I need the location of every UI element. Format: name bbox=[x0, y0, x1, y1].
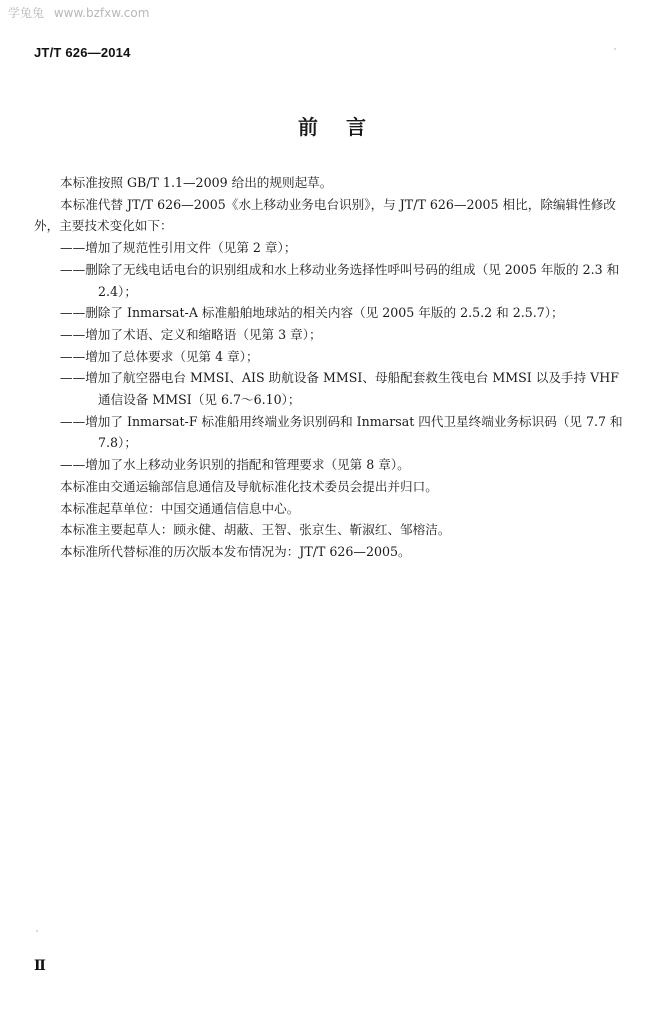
change-item: ——增加了 Inmarsat-F 标准船用终端业务识别码和 Inmarsat 四代卫星终端业务标识码（见 7.7 和 7.8）； bbox=[60, 413, 623, 451]
foreword-body bbox=[34, 172, 630, 563]
change-item: ——增加了航空器电台 MMSI、AIS 助航设备 MMSI、母船配套救生筏电台 MMSI 以及手持 VHF 通信设备 MMSI（见 6.7～6.10）； bbox=[60, 370, 619, 408]
page-number: Ⅱ bbox=[34, 958, 46, 974]
standard-code-header: JT/T 626—2014 bbox=[34, 45, 131, 60]
scan-speck bbox=[36, 930, 38, 932]
watermark-site-name: 学兔兔 bbox=[8, 6, 45, 20]
change-item: ——增加了规范性引用文件（见第 2 章）； bbox=[60, 240, 297, 256]
drafters-paragraph: 本标准主要起草人：顾永健、胡蔽、王智、张京生、靳淑红、邹榕洁。 bbox=[60, 522, 451, 538]
change-item: ——增加了术语、定义和缩略语（见第 3 章）； bbox=[60, 326, 322, 342]
change-item: ——删除了 Inmarsat-A 标准船舶地球站的相关内容（见 2005 年版的 2.5.2 和 2.5.7）； bbox=[60, 305, 564, 321]
intro-paragraph-replacement: 本标准代替 JT/T 626—2005《水上移动业务电台识别》，与 JT/T 626—2005 相比，除编辑性修改外，主要技术变化如下： bbox=[34, 196, 616, 234]
change-item: ——增加了水上移动业务识别的指配和管理要求（见第 8 章）。 bbox=[60, 457, 410, 473]
page-title: 前言 bbox=[298, 115, 394, 139]
previous-editions-paragraph: 本标准所代替标准的历次版本发布情况为：JT/T 626—2005。 bbox=[60, 543, 411, 559]
drafting-unit-paragraph: 本标准起草单位：中国交通通信信息中心。 bbox=[60, 500, 300, 516]
scan-speck bbox=[614, 48, 616, 50]
proposer-paragraph: 本标准由交通运输部信息通信及导航标准化技术委员会提出并归口。 bbox=[60, 478, 438, 494]
change-item: ——增加了总体要求（见第 4 章）； bbox=[60, 348, 259, 364]
intro-paragraph-drafting-rules: 本标准按照 GB/T 1.1—2009 给出的规则起草。 bbox=[60, 175, 333, 190]
change-item: ——删除了无线电话电台的识别组成和水上移动业务选择性呼叫号码的组成（见 2005 年版的 2.3 和 2.4）； bbox=[60, 261, 620, 299]
watermark-url: www.bzfxw.com bbox=[53, 6, 150, 20]
watermark bbox=[8, 4, 149, 21]
